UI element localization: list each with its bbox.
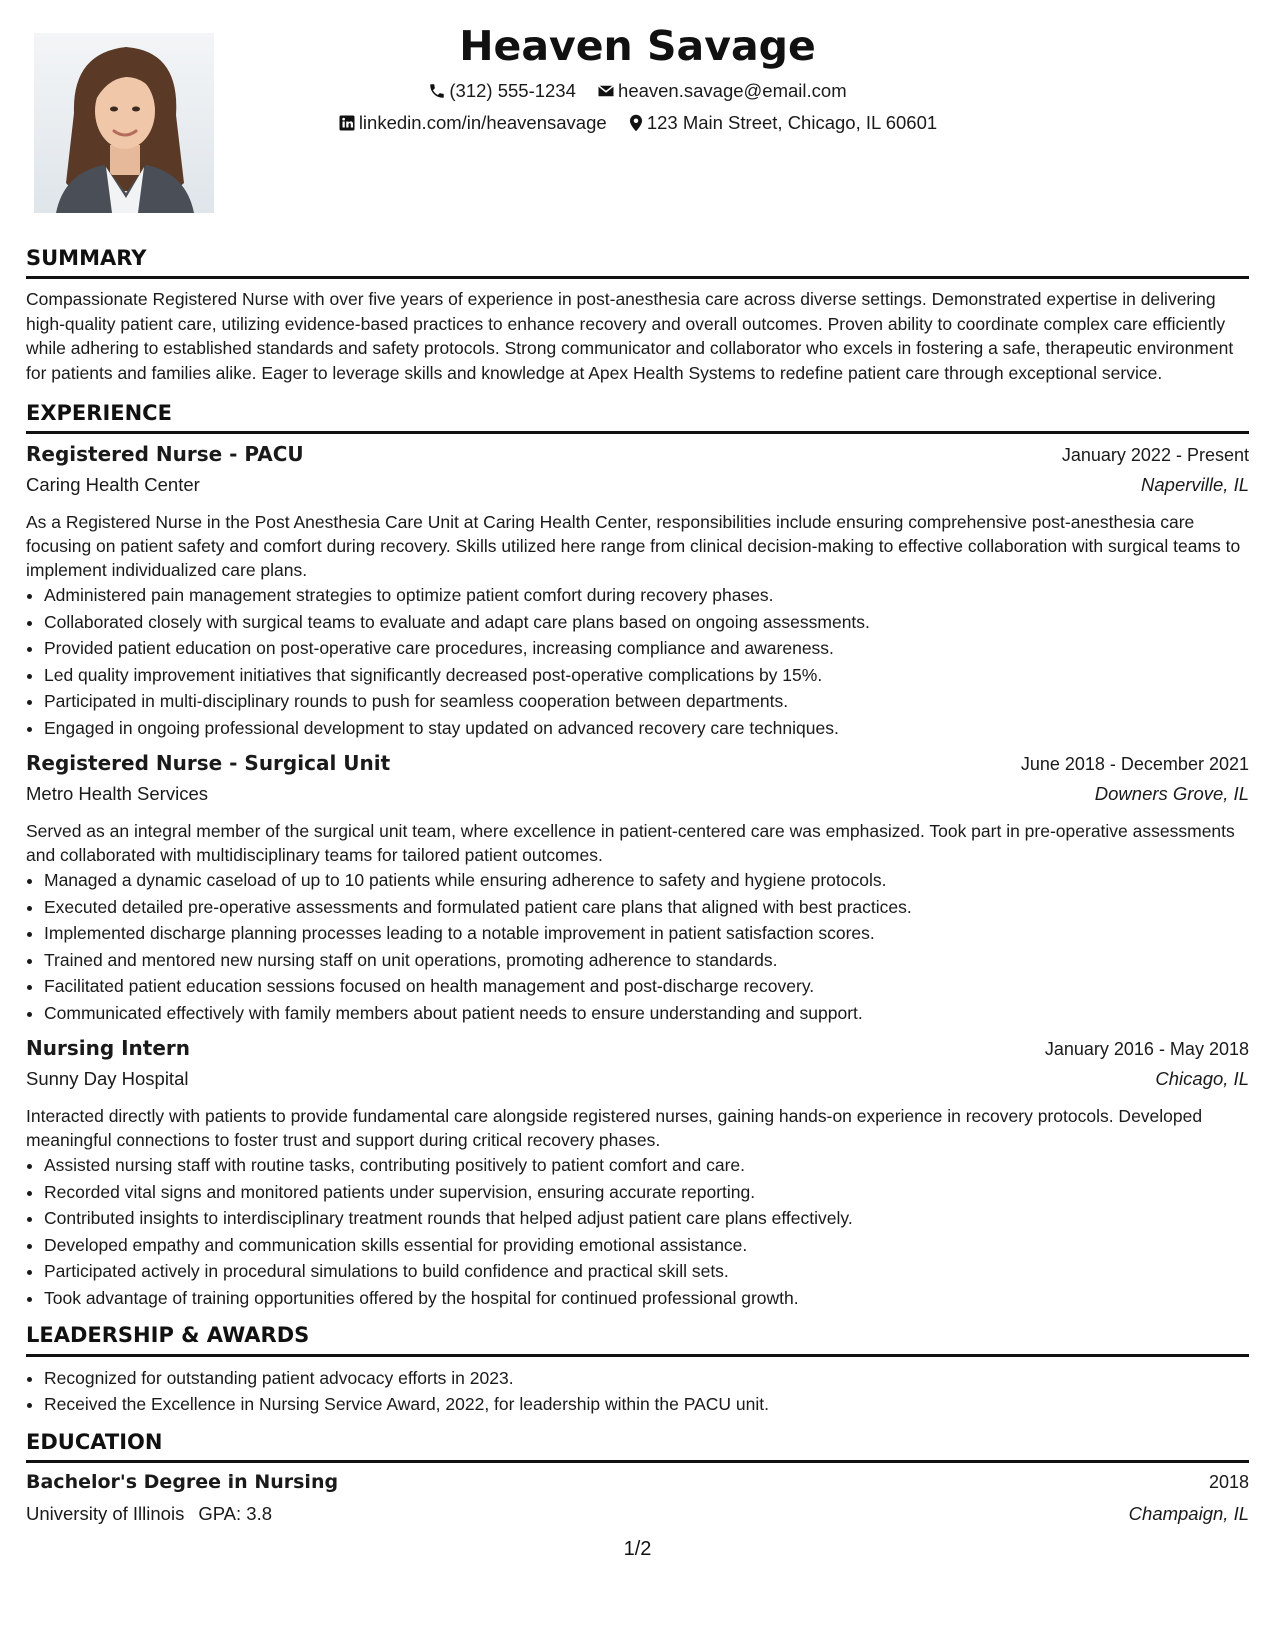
linkedin-text[interactable]: linkedin.com/in/heavensavage (358, 112, 607, 133)
linkedin-icon (338, 114, 356, 132)
bullet-item: • Collaborated closely with surgical teams to evaluate and adapt care plans based on ongoing assessments. (44, 609, 1249, 636)
bullet-item: • Provided patient education on post-operative care procedures, increasing compliance and awareness. (44, 635, 1249, 662)
graduation-year: 2018 (1208, 1471, 1249, 1492)
job-organization: Sunny Day Hospital (26, 1068, 189, 1090)
job-location: Downers Grove, IL (1094, 783, 1249, 805)
leadership-section (26, 1323, 1249, 1417)
section-title-experience: EXPERIENCE (26, 401, 1249, 434)
job-bullets (26, 582, 1249, 741)
email-contact[interactable] (597, 80, 847, 102)
candidate-name: Heaven Savage (459, 22, 816, 70)
bullet-item: • Recorded vital signs and monitored patients under supervision, ensuring accurate reporting. (44, 1179, 1249, 1206)
page-number: 1/2 (623, 1538, 652, 1560)
job-dates: January 2022 - Present (1061, 445, 1249, 466)
bullet-item: • Assisted nursing staff with routine tasks, contributing positively to patient comfort and care. (44, 1152, 1249, 1179)
contact-line-2 (0, 112, 1275, 134)
school-name: University of Illinois (26, 1502, 185, 1524)
bullet-item: • Implemented discharge planning processes leading to a notable improvement in patient satisfaction scores. (44, 920, 1249, 947)
leadership-bullets (26, 1365, 1249, 1418)
gpa: GPA: 3.8 (198, 1502, 273, 1524)
bullet-item: • Took advantage of training opportunities offered by the hospital for continued professional growth. (44, 1285, 1249, 1312)
email-text[interactable]: heaven.savage@email.com (618, 80, 847, 101)
job-title: Registered Nurse - PACU (26, 442, 304, 467)
bullet-item: • Received the Excellence in Nursing Service Award, 2022, for leadership within the PACU unit. (44, 1391, 1249, 1418)
job-entry (26, 1036, 1249, 1311)
job-title: Nursing Intern (26, 1036, 191, 1061)
bullet-item: • Participated in multi-disciplinary rounds to push for seamless cooperation between departments. (44, 688, 1249, 715)
job-dates: June 2018 - December 2021 (1020, 754, 1249, 775)
job-title: Registered Nurse - Surgical Unit (26, 751, 391, 776)
section-title-leadership: LEADERSHIP & AWARDS (26, 1323, 1249, 1356)
map-pin-icon (628, 114, 644, 132)
bullet-item: • Administered pain management strategies to optimize patient comfort during recovery phases. (44, 582, 1249, 609)
resume-content (26, 246, 1249, 1535)
bullet-item: • Developed empathy and communication skills essential for providing emotional assistance. (44, 1232, 1249, 1259)
degree-title: Bachelor's Degree in Nursing (26, 1470, 339, 1493)
bullet-item: • Executed detailed pre-operative assessments and formulated patient care plans that aligned with best practices. (44, 894, 1249, 921)
bullet-item: • Led quality improvement initiatives that significantly decreased post-operative complications by 15%. (44, 662, 1249, 689)
job-entry (26, 751, 1249, 1026)
job-location: Chicago, IL (1155, 1068, 1249, 1090)
school-location: Champaign, IL (1128, 1502, 1249, 1524)
bullet-item: • Participated actively in procedural simulations to build confidence and practical skill sets. (44, 1258, 1249, 1285)
job-organization: Metro Health Services (26, 783, 208, 805)
bullet-item: • Trained and mentored new nursing staff on unit operations, promoting adherence to standards. (44, 947, 1249, 974)
section-title-summary: SUMMARY (26, 246, 1249, 279)
summary-text: Compassionate Registered Nurse with over five years of experience in post-anesthesia care across diverse settings. Demonstrated expertise in delivering high-quality patient care, utilizing evidence-based practices to enhance recovery and overall outcomes. Proven ability to coordinate complex care efficiently while adhering to established standards and safety protocols. Strong communicator and collaborator who excels in fostering a safe, therapeutic environment for patients and families alike. Eager to leverage skills and knowledge at Apex Health Systems to redefine patient care through exceptional service. (26, 289, 1234, 383)
job-bullets (26, 1152, 1249, 1311)
job-entry (26, 442, 1249, 741)
envelope-icon (597, 82, 615, 100)
contact-line-1 (0, 80, 1275, 102)
bullet-item: • Recognized for outstanding patient advocacy efforts in 2023. (44, 1365, 1249, 1392)
experience-section (26, 401, 1249, 1311)
bullet-item: • Managed a dynamic caseload of up to 10 patients while ensuring adherence to safety and hygiene protocols. (44, 867, 1249, 894)
phone-text: (312) 555-1234 (449, 80, 576, 101)
phone-contact (428, 80, 576, 102)
section-title-education: EDUCATION (26, 1430, 1249, 1463)
job-location: Naperville, IL (1141, 474, 1249, 496)
job-description: As a Registered Nurse in the Post Anesthesia Care Unit at Caring Health Center, responsibilities include ensuring comprehensive post-anesthesia care focusing on patient safety and comfort during recovery. Skills utilized here range from clinical decision-making to effective collaboration with surgical teams to implement individualized care plans. (26, 512, 1241, 581)
job-description: Served as an integral member of the surgical unit team, where excellence in patient-centered care was emphasized. Took part in pre-operative assessments and collaborated with multidisciplinary teams for tailored patient outcomes. (26, 821, 1235, 866)
bullet-item: • Communicated effectively with family members about patient needs to ensure understanding and support. (44, 1000, 1249, 1027)
bullet-item: • Contributed insights to interdisciplinary treatment rounds that helped adjust patient care plans effectively. (44, 1205, 1249, 1232)
address-contact (628, 112, 937, 134)
job-dates: January 2016 - May 2018 (1044, 1039, 1249, 1060)
job-bullets (26, 867, 1249, 1026)
bullet-item: • Engaged in ongoing professional development to stay updated on advanced recovery care techniques. (44, 715, 1249, 742)
education-section (26, 1430, 1249, 1535)
school-line (26, 1503, 272, 1525)
bullet-item: • Facilitated patient education sessions focused on health management and post-discharge recovery. (44, 973, 1249, 1000)
job-description: Interacted directly with patients to provide fundamental care alongside registered nurses, gaining hands-on experience in recovery protocols. Developed meaningful connections to foster trust and support during critical recovery phases. (26, 1106, 1203, 1151)
address-text: 123 Main Street, Chicago, IL 60601 (646, 112, 938, 133)
linkedin-contact[interactable] (338, 112, 607, 134)
summary-section (26, 246, 1249, 385)
phone-icon (428, 82, 446, 100)
job-organization: Caring Health Center (26, 474, 200, 496)
